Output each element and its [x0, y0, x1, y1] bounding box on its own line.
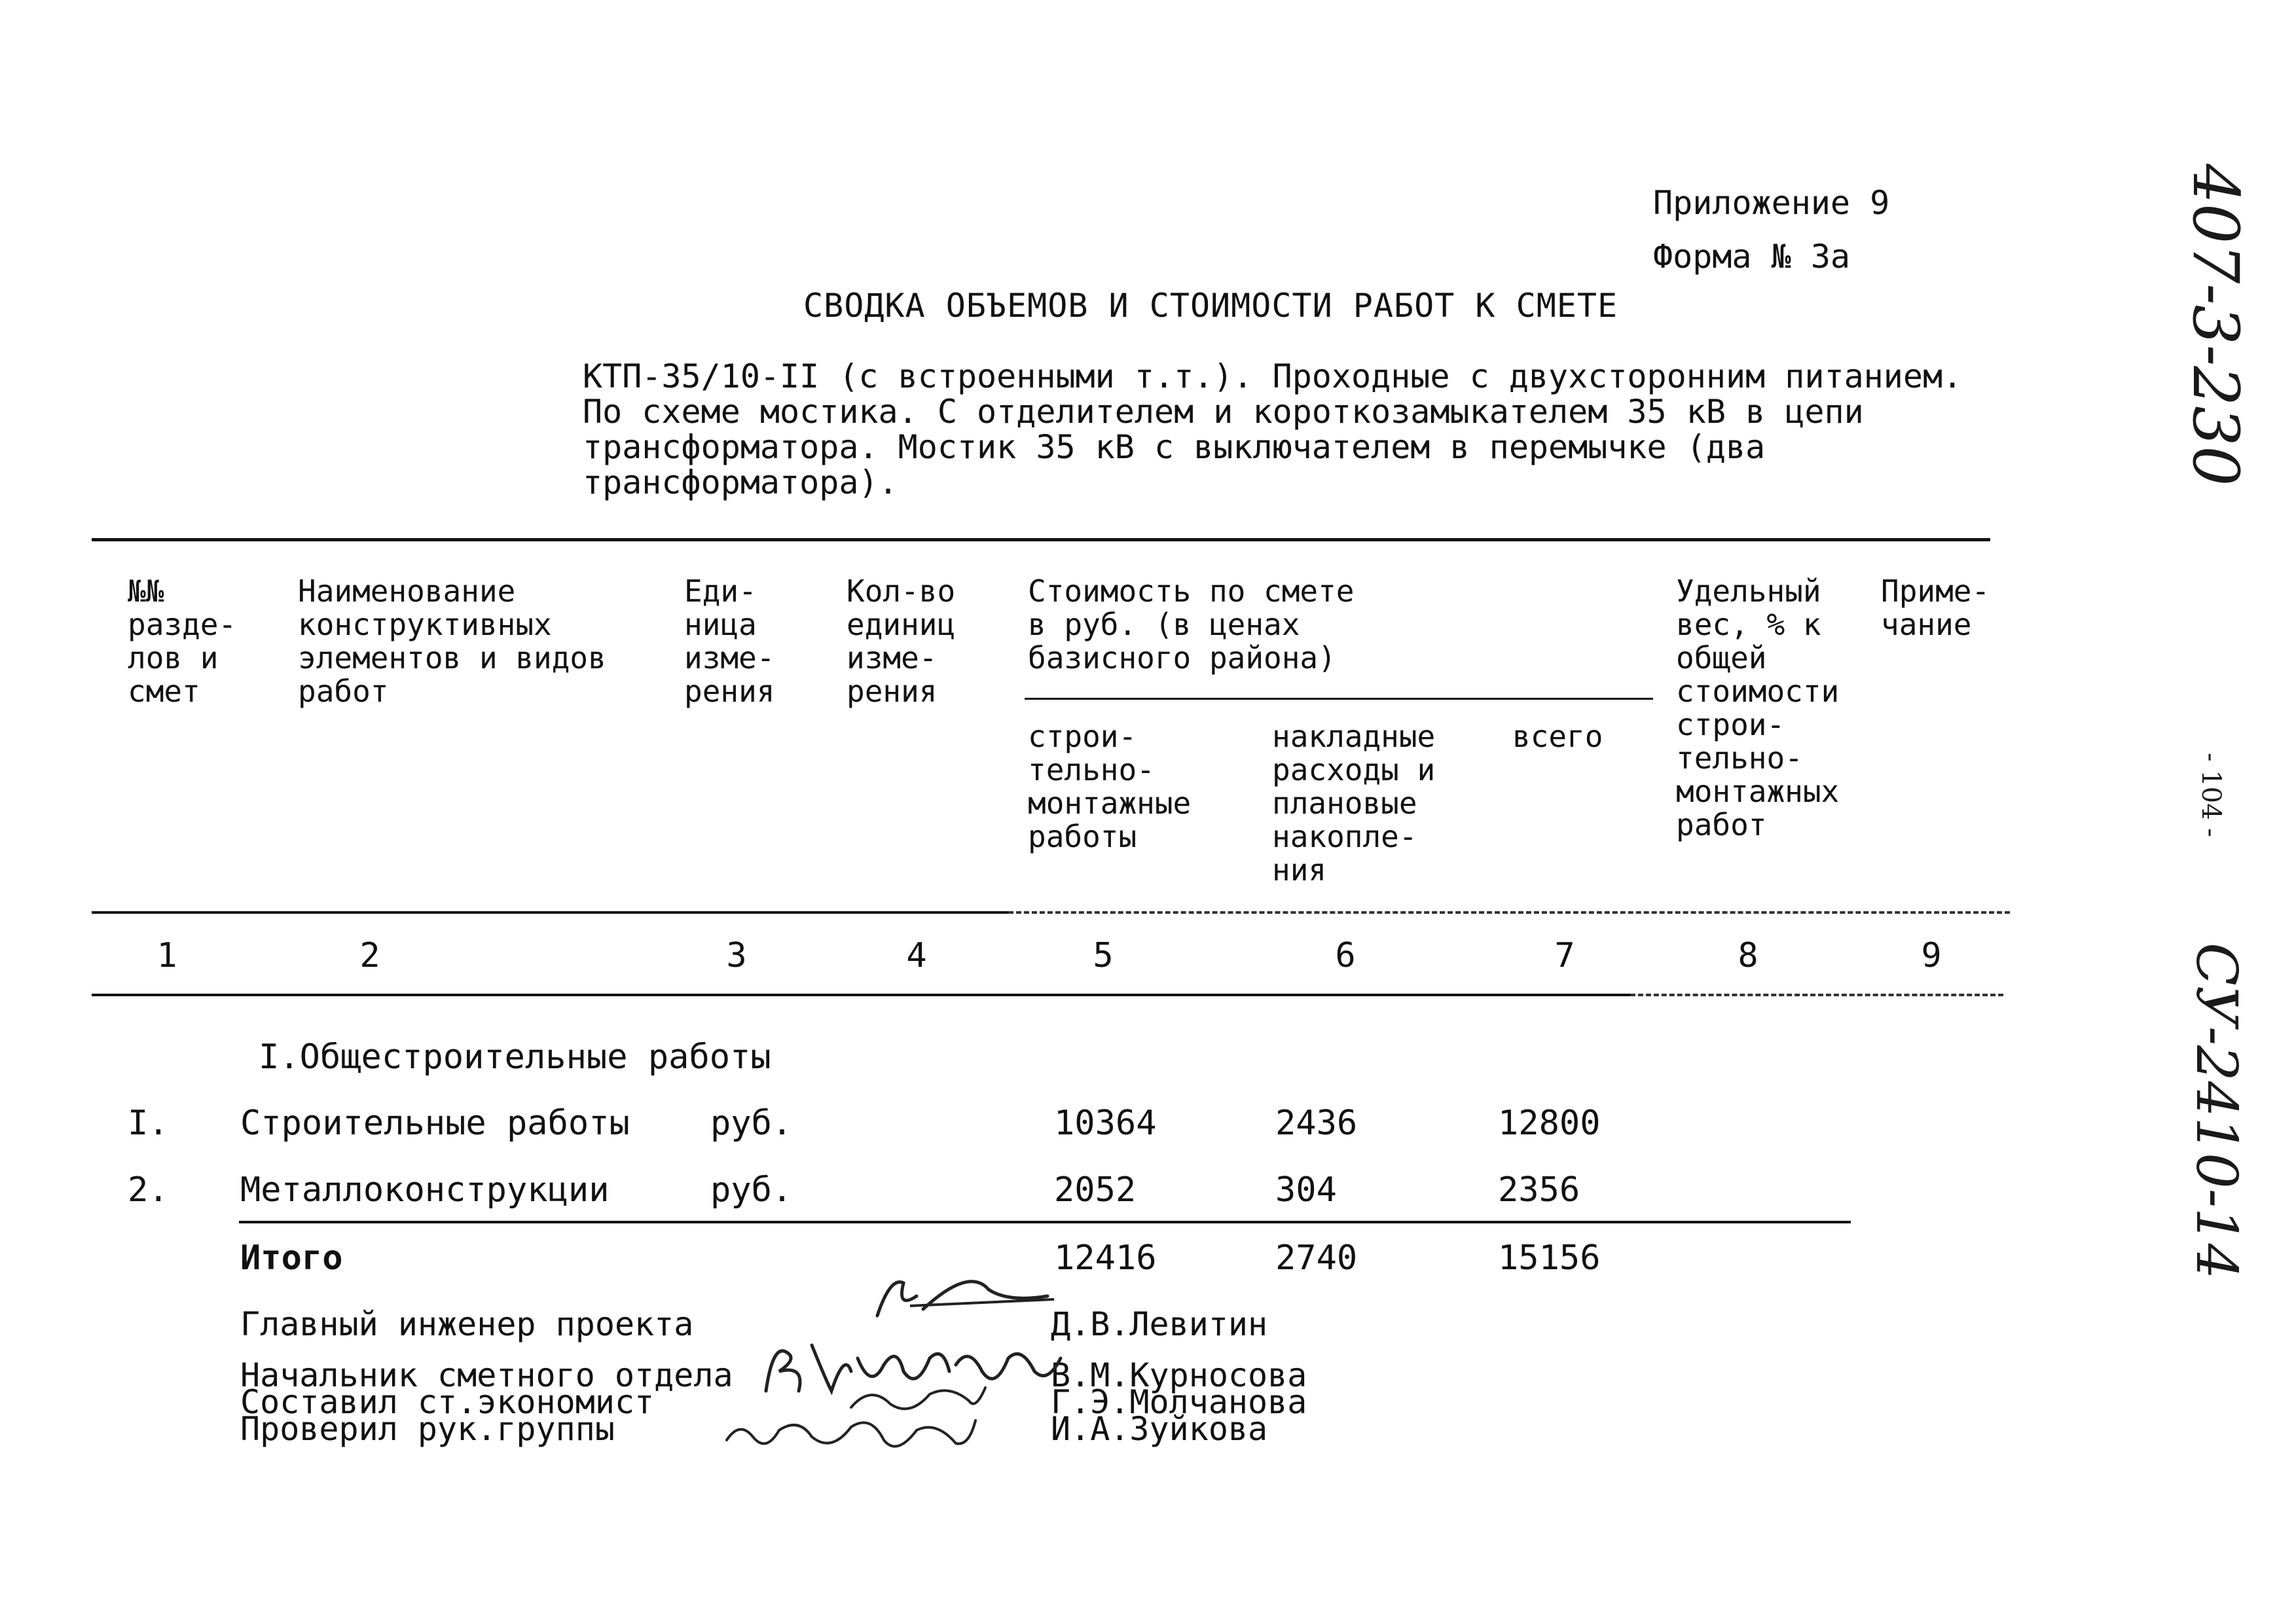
row-number: I. [128, 1104, 169, 1143]
column-number: 2 [359, 936, 380, 975]
header-quantity: Кол-во единиц изме- рения [847, 573, 956, 709]
margin-code: 407-3-230 [2179, 164, 2252, 486]
header-element-name: Наименование конструктивных элементов и видов работ [298, 573, 606, 709]
header-total: всего [1512, 719, 1603, 754]
header-section-number: №№ разде- лов и смет [128, 573, 237, 709]
column-numbers-rule-dashed [1630, 994, 2003, 996]
row-construction-cost: 2052 [1054, 1170, 1137, 1210]
column-number: 6 [1335, 936, 1356, 975]
column-number: 4 [906, 936, 927, 975]
column-number: 9 [1921, 936, 1942, 975]
header-bottom-rule [92, 911, 1008, 914]
row-number: 2. [128, 1170, 169, 1210]
signature-zuykova-handwriting [720, 1407, 982, 1460]
row-name: Строительные работы [240, 1104, 630, 1143]
table-top-rule [92, 538, 1990, 541]
signature-role: Составил ст.экономист [240, 1383, 655, 1421]
form-label: Форма № 3а [1653, 238, 1851, 276]
appendix-label: Приложение 9 [1653, 184, 1890, 222]
row-total-cost: 12800 [1498, 1104, 1601, 1143]
margin-sheet-number: - 104 - [2196, 753, 2226, 837]
description-line-1: КТП-35/10-II (с встроенными т.т.). Проходные с двухсторонним питанием. [583, 357, 1963, 395]
row-construction-cost: 10364 [1054, 1104, 1157, 1143]
signature-name: Д.В.Левитин [1051, 1305, 1268, 1343]
column-number: 1 [156, 936, 177, 975]
signature-name: Г.Э.Молчанова [1051, 1383, 1307, 1421]
row-overhead-cost: 304 [1275, 1170, 1337, 1210]
header-construction: строи- тельно- монтажные работы [1028, 719, 1192, 854]
description-line-2: По схеме мостика. С отделителем и короткозамыкателем 35 кВ в цепи [583, 393, 1864, 431]
signature-name: И.А.Зуйкова [1051, 1410, 1268, 1448]
header-share: Удельный вес, % к общей стоимости строи- тельно- монтажных работ [1676, 573, 1840, 842]
column-number: 8 [1738, 936, 1758, 975]
total-construction-cost: 12416 [1054, 1238, 1157, 1278]
row-total-cost: 2356 [1498, 1170, 1580, 1210]
row-overhead-cost: 2436 [1275, 1104, 1358, 1143]
total-overhead-cost: 2740 [1275, 1238, 1358, 1278]
row-unit: руб. [710, 1170, 793, 1210]
total-label: Итого [240, 1238, 343, 1278]
header-unit: Еди- ница изме- рения [684, 573, 775, 709]
signature-role: Главный инженер проекта [240, 1305, 694, 1343]
signature-role: Начальник сметного отдела [240, 1356, 733, 1394]
total-rule [239, 1221, 1851, 1223]
row-unit: руб. [710, 1104, 793, 1143]
signature-name: В.М.Курносова [1051, 1356, 1307, 1394]
total-total-cost: 15156 [1498, 1238, 1601, 1278]
header-bottom-rule-dashed [1008, 911, 2010, 914]
margin-stamp: СУ-2410-14 [2183, 943, 2249, 1280]
header-overhead: накладные расходы и плановые накопле- ния [1272, 719, 1436, 888]
signature-levitin-handwriting [851, 1270, 1061, 1335]
description-line-3: трансформатора. Мостик 35 кВ с выключателем в перемычке (два [583, 428, 1766, 466]
column-number: 5 [1093, 936, 1114, 975]
column-numbers-rule [92, 994, 1630, 996]
cost-group-rule [1025, 698, 1653, 700]
document-title: СВОДКА ОБЪЕМОВ И СТОИМОСТИ РАБОТ К СМЕТЕ [803, 287, 1618, 325]
column-number: 3 [726, 936, 747, 975]
header-cost-group: Стоимость по смете в руб. (в ценах базисного района) [1028, 573, 1355, 676]
header-note: Приме- чание [1881, 573, 1990, 642]
row-name: Металлоконструкции [240, 1170, 610, 1210]
column-number: 7 [1554, 936, 1575, 975]
description-line-4: трансформатора). [583, 463, 898, 501]
section-title: I.Общестроительные работы [259, 1038, 771, 1077]
signature-role: Проверил рук.группы [240, 1410, 615, 1448]
